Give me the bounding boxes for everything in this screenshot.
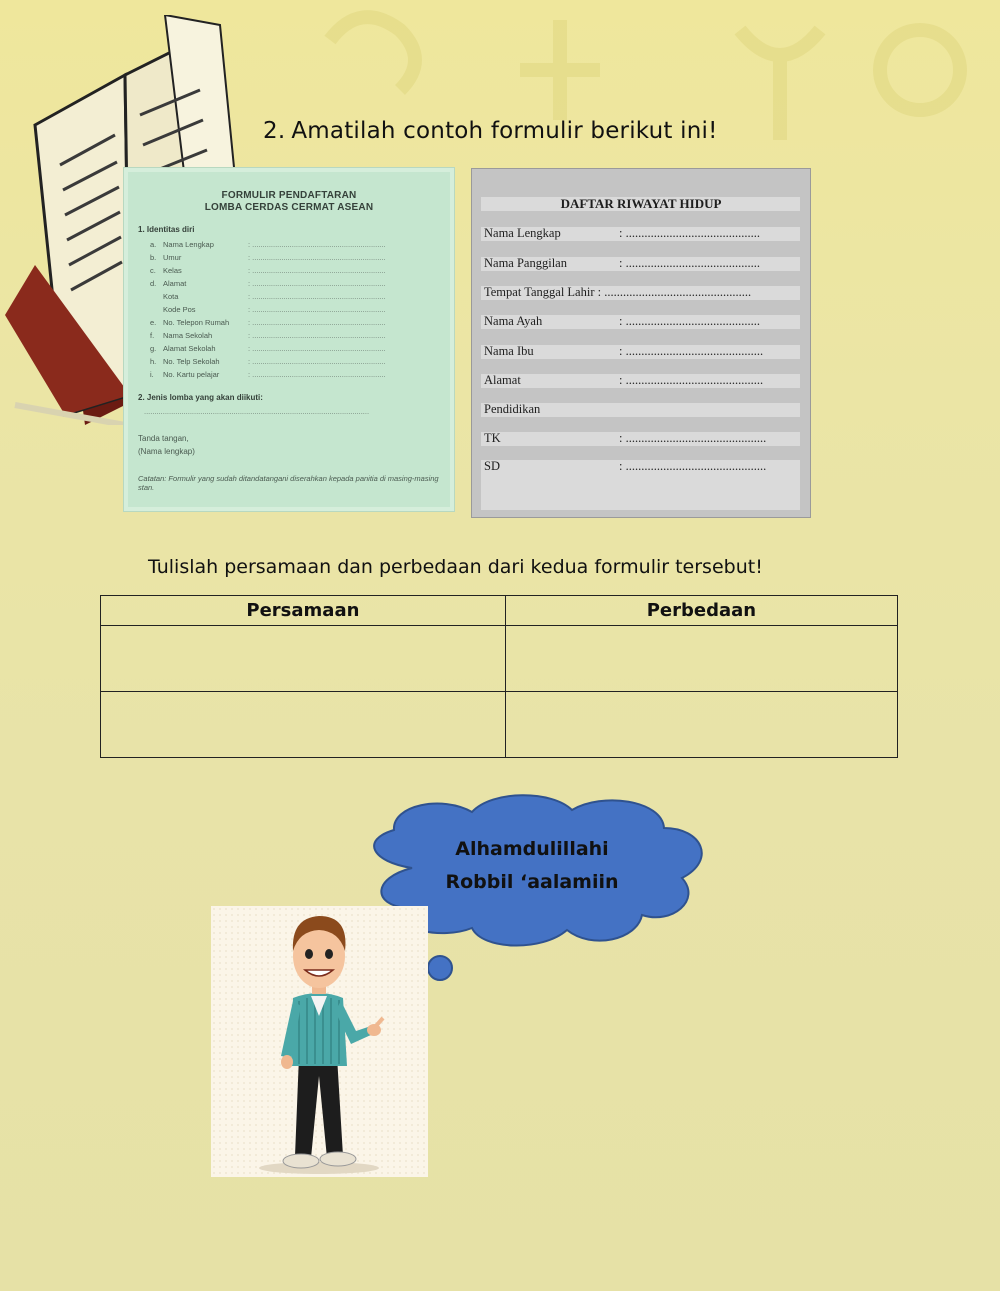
form-competition-dots: ............................................................................................................: [144, 407, 370, 416]
cv-row-label: SD: [484, 459, 500, 473]
table-row: [101, 626, 898, 692]
form-field-dots: : ................................................................: [248, 318, 386, 327]
cv-row-value: : .............................................: [619, 459, 767, 473]
question-text: Amatilah contoh formulir berikut ini!: [291, 118, 718, 144]
header-perbedaan: Perbedaan: [505, 596, 897, 626]
form-field-dots: : ................................................................: [248, 331, 386, 340]
cv-row-value: : ...........................................: [619, 226, 760, 240]
form-field-letter: b.: [150, 253, 157, 262]
form-field-row: [150, 357, 440, 369]
form-field-dots: : ................................................................: [248, 240, 386, 249]
form-field-label: Kota: [163, 292, 179, 301]
form-field-label: No. Telepon Rumah: [163, 318, 230, 327]
question-number: 2.: [263, 118, 286, 144]
form-field-row: [150, 240, 440, 252]
form-field-row: [150, 279, 440, 291]
form-field-row: [150, 344, 440, 356]
thought-line2: Robbil ‘aalamiin: [445, 871, 619, 893]
form-field-dots: : ................................................................: [248, 344, 386, 353]
thought-bubble-large: [427, 955, 453, 981]
form-field-dots: : ................................................................: [248, 370, 386, 379]
form-field-row: [150, 292, 440, 304]
answer-cell-perbedaan[interactable]: [505, 626, 897, 692]
cv-row-value: : ............................................: [619, 373, 764, 387]
cv-row-label: Nama Panggilan: [484, 256, 567, 270]
form-field-letter: i.: [150, 370, 154, 379]
form-field-dots: : ................................................................: [248, 253, 386, 262]
form-field-row: [150, 370, 440, 382]
form-signature-name: (Nama lengkap): [138, 447, 195, 456]
form-signature-label: Tanda tangan,: [138, 434, 189, 443]
form-field-label: Alamat: [163, 279, 187, 288]
form-title-line1: FORMULIR PENDAFTARAN: [221, 190, 357, 201]
form-field-dots: : ................................................................: [248, 266, 386, 275]
form-section-identity: 1. Identitas diri: [138, 225, 195, 234]
registration-form-image: [123, 167, 455, 512]
form-field-dots: : ................................................................: [248, 279, 386, 288]
cv-row-label: Pendidikan: [484, 402, 541, 416]
instruction-text: Tulislah persamaan dan perbedaan dari kedua formulir tersebut!: [148, 556, 763, 578]
form-field-label: No. Kartu pelajar: [163, 370, 220, 379]
cv-row-value: : .............................................: [619, 431, 767, 445]
cv-row-value: : ...........................................: [619, 314, 760, 328]
form-field-row: [150, 318, 440, 330]
comparison-table: [100, 595, 898, 758]
cv-row-label: Nama Ibu: [484, 344, 534, 358]
cv-row-label: Tempat Tanggal Lahir : ...............................................: [484, 285, 752, 299]
form-field-letter: c.: [150, 266, 156, 275]
form-field-dots: : ................................................................: [248, 292, 386, 301]
cv-row-label: Nama Ayah: [484, 314, 543, 328]
form-field-letter: e.: [150, 318, 157, 327]
cv-row-value: : ...........................................: [619, 256, 760, 270]
form-title-line2: LOMBA CERDAS CERMAT ASEAN: [204, 202, 374, 213]
form-field-label: Umur: [163, 253, 182, 262]
cv-form-image: [471, 168, 811, 518]
smiling-man-illustration: [211, 906, 428, 1177]
table-row: [101, 692, 898, 758]
form-field-dots: : ................................................................: [248, 357, 386, 366]
form-field-label: Nama Sekolah: [163, 331, 213, 340]
question-heading: [263, 118, 718, 144]
form-note: Catatan: Formulir yang sudah ditandatangani diserahkan kepada panitia di masing-masing stan.: [138, 474, 439, 492]
form-field-label: Alamat Sekolah: [163, 344, 216, 353]
cv-row-label: Alamat: [484, 373, 521, 387]
cv-row-value: : ............................................: [619, 344, 764, 358]
form-field-letter: d.: [150, 279, 157, 288]
header-persamaan: Persamaan: [101, 596, 506, 626]
cv-row-label: TK: [484, 431, 501, 445]
form-field-letter: h.: [150, 357, 157, 366]
form-field-label: Nama Lengkap: [163, 240, 214, 249]
answer-cell-perbedaan[interactable]: [505, 692, 897, 758]
form-field-label: No. Telp Sekolah: [163, 357, 220, 366]
form-field-letter: f.: [150, 331, 155, 340]
cv-row-label: Nama Lengkap: [484, 226, 561, 240]
answer-cell-persamaan[interactable]: [101, 692, 506, 758]
form-field-row: [150, 331, 440, 343]
form-field-row: [150, 305, 440, 317]
thought-line1: Alhamdulillahi: [455, 838, 609, 860]
form-field-label: Kelas: [163, 266, 182, 275]
form-field-dots: : ................................................................: [248, 305, 386, 314]
form-field-row: [150, 253, 440, 265]
form-field-label: Kode Pos: [163, 305, 196, 314]
form-field-letter: g.: [150, 344, 157, 353]
answer-cell-persamaan[interactable]: [101, 626, 506, 692]
form-section-competition: 2. Jenis lomba yang akan diikuti:: [138, 393, 263, 402]
form-field-letter: a.: [150, 240, 157, 249]
cv-title: DAFTAR RIWAYAT HIDUP: [560, 196, 722, 211]
form-field-row: [150, 266, 440, 278]
